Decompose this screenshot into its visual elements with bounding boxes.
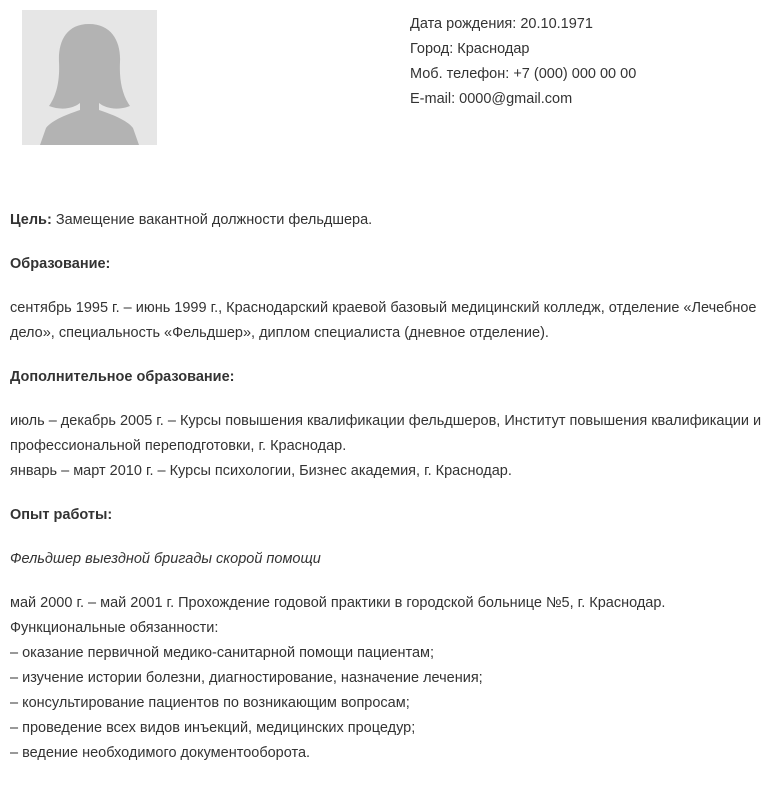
duties-label: Функциональные обязанности: [10,620,219,636]
duty-item: – ведение необходимого документооборота. [10,745,311,761]
additional-education-line-3: январь – март 2010 г. – Курсы психологии, Бизнес академия, г. Краснодар. [10,463,512,479]
experience-period: май 2000 г. – май 2001 г. Прохождение годовой практики в городской больнице №5, г. Краснодар. [10,595,666,611]
duty-item: – изучение истории болезни, диагностирование, назначение лечения; [10,670,483,686]
city: Город: Краснодар [410,41,530,57]
education-block [10,296,762,346]
resume-body [10,208,762,766]
additional-education-heading: Дополнительное образование: [10,369,235,385]
duty-item: – консультирование пациентов по возникающим вопросам; [10,695,410,711]
duty-item: – оказание первичной медико-санитарной помощи пациентам; [10,645,435,661]
goal-text: Замещение вакантной должности фельдшера. [51,212,373,228]
job-title: Фельдшер выездной бригады скорой помощи [10,551,321,567]
experience-block [10,591,762,766]
email: E-mail: 0000@gmail.com [410,91,573,107]
goal-label: Цель: [10,212,52,228]
mobile-phone: Моб. телефон: +7 (000) 000 00 00 [410,66,637,82]
education-line-2: дело», специальность «Фельдшер», диплом специалиста (дневное отделение). [10,325,549,341]
education-heading: Образование: [10,256,111,272]
additional-education-line-1: июль – декабрь 2005 г. – Курсы повышения квалификации фельдшеров, Институт повышения квалификации и [10,413,762,429]
additional-education-line-2: профессиональной переподготовки, г. Краснодар. [10,438,347,454]
birth-date: Дата рождения: 20.10.1971 [410,16,593,32]
profile-photo-placeholder [22,10,157,145]
duty-item: – проведение всех видов инъекций, медицинских процедур; [10,720,416,736]
goal [10,208,762,233]
avatar-silhouette-icon [22,10,157,145]
additional-education-block [10,409,762,484]
contact-info [410,12,636,112]
education-line-1: сентябрь 1995 г. – июнь 1999 г., Краснодарский краевой базовый медицинский колледж, отделение «Лечебное [10,300,757,316]
experience-heading: Опыт работы: [10,507,113,523]
